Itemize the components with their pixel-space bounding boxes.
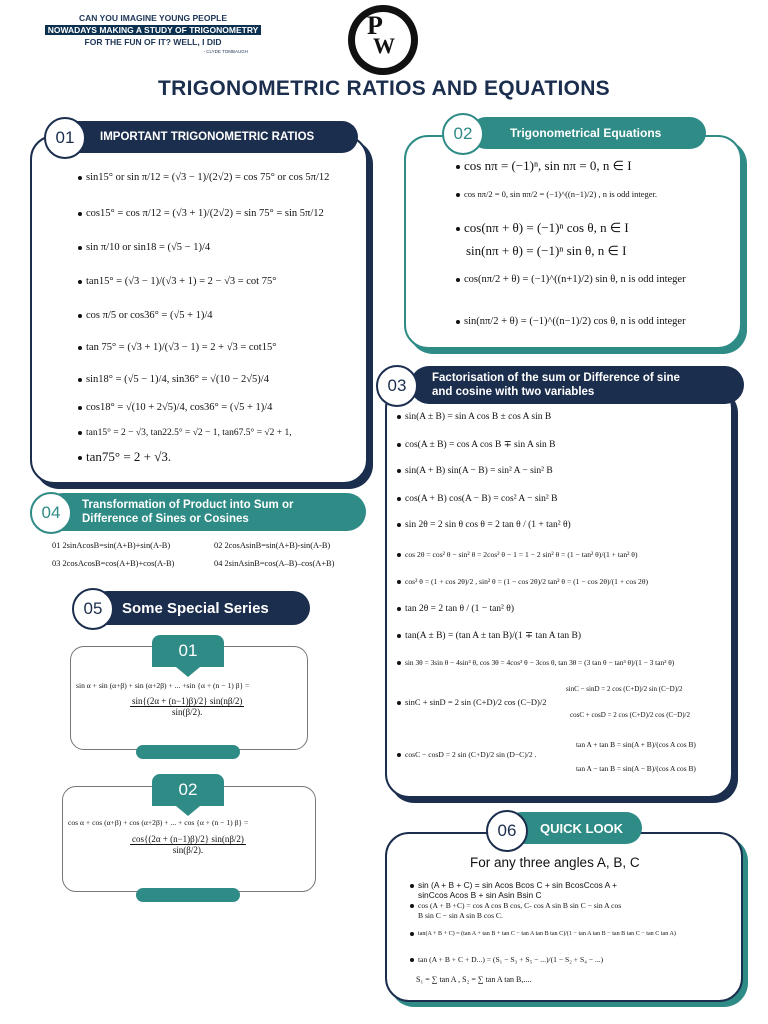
series-02-badge: 02 [152, 774, 224, 806]
series-01-fraction [130, 696, 244, 717]
ratio-item: tan 75° = (√3 + 1)/(√3 − 1) = 2 + √3 = cot15° [78, 342, 276, 353]
section-03-header [410, 366, 744, 404]
factor-item: sin(A + B) sin(A − B) = sin² A − sin² B [397, 466, 553, 476]
series-02-denominator: sin(β/2). [172, 845, 204, 855]
series-02-footer-pill [136, 888, 240, 902]
product-item-1: 01 2sinAcosB=sin(A+B)+sin(A-B) [52, 541, 171, 550]
quicklook-item: tan (A + B + C + D...) = (S₁ − S₃ + S₅ − ...)/(1 − S₂ + S₄ − ...) [410, 955, 603, 964]
section-03-title-line-1: Factorisation of the sum or Difference of sine [432, 372, 680, 384]
ratio-item: tan15° = 2 − √3, tan22.5° = √2 − 1, tan67.5° = √2 + 1, [78, 428, 292, 438]
quicklook-item: sinCcos Acos B + sin Asin Bsin C [418, 890, 542, 900]
page-title: TRIGONOMETRIC RATIOS AND EQUATIONS [158, 77, 610, 100]
section-05-number: 05 [72, 588, 114, 630]
section-03-title-line-2: and cosine with two variables [432, 386, 595, 398]
ratio-item: cos π/5 or cos36° = (√5 + 1)/4 [78, 310, 213, 321]
quote-line-3: FOR THE FUN OF IT? WELL, I DID [84, 37, 222, 47]
section-04-title-line-1: Transformation of Product into Sum or [82, 499, 294, 511]
factor-item: cos 2θ = cos² θ − sin² θ = 2cos² θ − 1 = 1 − 2 sin² θ = (1 − tan² θ)/(1 + tan² θ) [397, 550, 637, 559]
section-06-subtitle: For any three angles A, B, C [470, 855, 640, 870]
section-01-header [60, 121, 358, 153]
factor-item: sin 2θ = 2 sin θ cos θ = 2 tan θ / (1 + tan² θ) [397, 520, 571, 530]
factor-item: sin(A ± B) = sin A cos B ± cos A sin B [397, 412, 551, 422]
quote-block [38, 12, 268, 56]
factor-item: sinC − sinD = 2 cos (C+D)/2 sin (C−D)/2 [566, 685, 683, 693]
equation-item: cos nπ/2 = 0, sin nπ/2 = (−1)^((n−1)/2) , n is odd integer. [456, 189, 657, 199]
ratio-item: cos18° = √(10 + 2√5)/4, cos36° = (√5 + 1)/4 [78, 402, 272, 413]
ratio-item: sin π/10 or sin18 = (√5 − 1)/4 [78, 242, 210, 253]
pw-logo: P W [348, 5, 418, 75]
section-06-number: 06 [486, 810, 528, 852]
series-01-footer-pill [136, 745, 240, 759]
ratio-item: cos15° = cos π/12 = (√3 + 1)/(2√2) = sin 75° = sin 5π/12 [78, 208, 324, 219]
section-05-title: Some Special Series [122, 599, 269, 617]
equation-item: sin(nπ/2 + θ) = (−1)^((n−1)/2) cos θ, n is odd integer [456, 316, 686, 327]
ratio-item: sin15° or sin π/12 = (√3 − 1)/(2√2) = cos 75° or cos 5π/12 [78, 172, 329, 183]
section-01-number: 01 [44, 117, 86, 159]
quote-author: - CLYDE TOMBAUGH [203, 49, 248, 54]
series-02-equation: cos α + cos (α+β) + cos (α+2β) + ... + cos {α + (n − 1) β} = [68, 818, 249, 827]
series-01-equation: sin α + sin (α+β) + sin (α+2β) + ... +sin {α + (n − 1) β} = [76, 681, 250, 690]
section-02-title: Trigonometrical Equations [510, 126, 662, 140]
section-06-title: QUICK LOOK [540, 820, 624, 836]
quote-line-2: NOWADAYS MAKING A STUDY OF TRIGONOMETRY [45, 25, 262, 35]
factor-item: sinC + sinD = 2 sin (C+D)/2 cos (C−D)/2 [397, 697, 546, 707]
factor-item: cos² θ = (1 + cos 2θ)/2 , sin² θ = (1 − cos 2θ)/2 tan² θ = (1 − cos 2θ)/(1 + cos 2θ) [397, 577, 648, 586]
series-02-fraction [130, 834, 246, 855]
series-01-numerator: sin{(2α + (n−1)β)/2} sin(nβ/2) [132, 696, 243, 706]
series-02-numerator: cos{(2α + (n−1)β)/2} sin(nβ/2) [132, 834, 244, 844]
factor-item: tan 2θ = 2 tan θ / (1 − tan² θ) [397, 604, 514, 614]
section-04-title-line-2: Difference of Sines or Cosines [82, 513, 249, 525]
product-item-4: 04 2sinAsinB=cos(A–B)–cos(A+B) [214, 559, 335, 568]
quicklook-item: tan(A + B + C) = (tan A + tan B + tan C − tan A tan B tan C)/(1 − tan A tan B − tan B tan C − tan C tan A) [410, 931, 676, 937]
quote-line-1: CAN YOU IMAGINE YOUNG PEOPLE [79, 13, 227, 23]
section-01-title: IMPORTANT TRIGONOMETRIC RATIOS [100, 131, 315, 143]
quicklook-item: cos (A + B +C) = cos A cos B cos, C- cos A sin B sin C − sin A cos [410, 901, 621, 910]
series-01-badge: 01 [152, 635, 224, 667]
equation-item: cos(nπ/2 + θ) = (−1)^((n+1)/2) sin θ, n is odd integer [456, 274, 686, 285]
section-04-number: 04 [30, 492, 72, 534]
ratio-item: sin18° = (√5 − 1)/4, sin36° = √(10 − 2√5)/4 [78, 374, 269, 385]
section-05-header [90, 591, 310, 625]
factor-item: tan A − tan B = sin(A − B)/(cos A cos B) [576, 764, 696, 773]
equation-item: cos nπ = (−1)ⁿ, sin nπ = 0, n ∈ I [456, 158, 632, 174]
quicklook-item: S₁ = ∑ tan A , S₂ = ∑ tan A tan B,.... [416, 975, 532, 984]
factor-item: cosC − cosD = 2 sin (C+D)/2 sin (D−C)/2 . [397, 750, 536, 759]
factor-item: sin 3θ = 3sin θ − 4sin³ θ, cos 3θ = 4cos³ θ − 3cos θ, tan 3θ = (3 tan θ − tan³ θ)/(1 − 3 tan² θ) [397, 658, 674, 667]
ratio-item: tan15° = (√3 − 1)/(√3 + 1) = 2 − √3 = cot 75° [78, 276, 276, 287]
factor-item: cosC + cosD = 2 cos (C+D)/2 cos (C−D)/2 [570, 711, 691, 719]
product-item-3: 03 2cosAcosB=cos(A+B)+cos(A-B) [52, 559, 175, 568]
factor-item: cos(A ± B) = cos A cos B ∓ sin A sin B [397, 439, 556, 450]
quicklook-item: sin (A + B + C) = sin Acos Bcos C + sin BcosCcos A + [410, 880, 617, 890]
section-03-number: 03 [376, 365, 418, 407]
section-04-header [44, 493, 366, 531]
product-item-2: 02 2cosAsinB=sin(A+B)-sin(A-B) [214, 541, 331, 550]
factor-item: tan A + tan B = sin(A + B)/(cos A cos B) [576, 740, 696, 749]
factor-item: cos(A + B) cos(A − B) = cos² A − sin² B [397, 494, 557, 504]
equation-item: cos(nπ + θ) = (−1)ⁿ cos θ, n ∈ I [456, 220, 629, 236]
quicklook-item: B sin C − sin A sin B cos C. [418, 911, 503, 920]
section-02-header [470, 117, 706, 149]
ratio-item: tan75° = 2 + √3. [78, 449, 171, 465]
section-02-number: 02 [442, 113, 484, 155]
factor-item: tan(A ± B) = (tan A ± tan B)/(1 ∓ tan A tan B) [397, 630, 581, 641]
series-01-denominator: sin(β/2). [172, 707, 203, 717]
equation-item: sin(nπ + θ) = (−1)ⁿ sin θ, n ∈ I [466, 243, 627, 258]
